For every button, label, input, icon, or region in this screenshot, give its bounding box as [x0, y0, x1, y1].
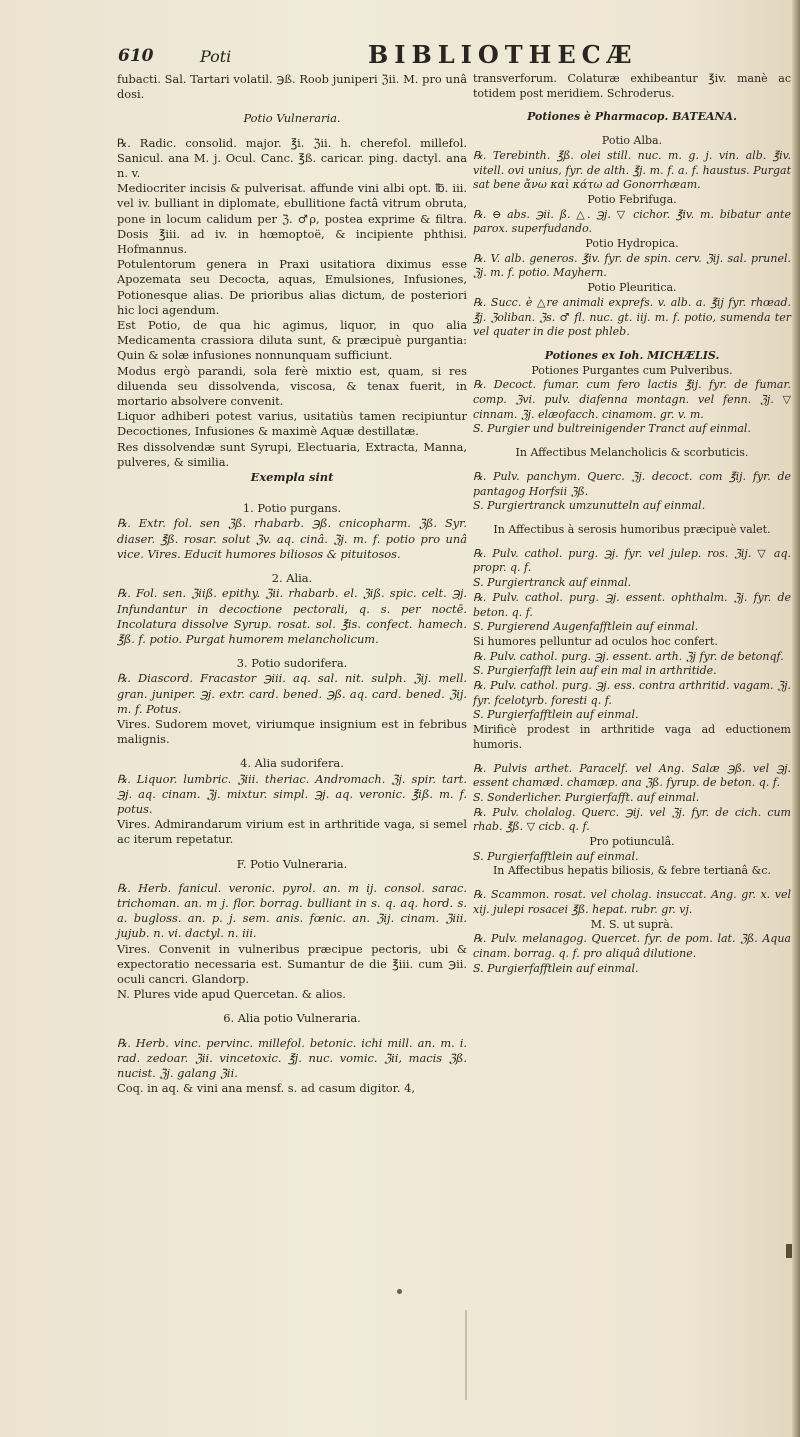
right-column-paragraph: ℞. Succ. è △re animali exprefs. v. alb. a. ℥ij fyr. rhœad. ℥j. ℨoliban. ℨs. ♂ fl. nuc. gt. iij. m. f. potio, sumenda ter vel quater in die post phleb.: [473, 295, 791, 339]
left-column: [117, 72, 467, 1096]
left-column-paragraph: Modus ergò parandi, sola ferè mixtio est, quam, si res diluenda seu dissolvenda, viscosa, & tenax fuerit, in mortario absolvere convenit.: [117, 363, 467, 409]
right-column-heading: Potio Pleuritica.: [587, 281, 677, 295]
left-column-paragraph: ℞. Liquor. lumbric. ℨiii. theriac. Andromach. ℨj. spir. tart. ℈j. aq. cinam. ℨj. mixtur. simpl. ℈j. aq. veronic. ℥iß. m. f. potus.: [117, 771, 467, 816]
paragraph-spacer: [117, 1002, 467, 1011]
left-column-paragraph: Est Potio, de qua hic agimus, liquor, in quo alia Medicamenta crassiora diluta sunt, & præcipuè purgantia: Quin & solæ infusiones nonnunquam sufficiunt.: [117, 318, 467, 363]
paragraph-spacer: [117, 872, 467, 881]
left-column-heading: F. Potio Vulneraria.: [236, 856, 348, 871]
right-column-paragraph: S. Purgiertranck umzunutteln auf einmal.: [473, 499, 706, 513]
left-column-paragraph: ℞. Radic. consolid. major. ℥i. ℨii. h. cherefol. millefol. Sanicul. ana M. j. Ocul. Canc. ℥ß. caricar. ping. dactyl. ana n. v.: [117, 135, 467, 181]
right-column: [473, 72, 791, 976]
paragraph-spacer: [473, 437, 791, 446]
right-column-paragraph: ℞. Pulv. cholalog. Querc. ℈ij. vel ℨj. fyr. de cich. cum rhab. ℥ß. ▽ cicb. q. f.: [473, 805, 791, 834]
right-column-heading: Potio Alba.: [601, 134, 663, 148]
left-column-paragraph: Vires. Convenit in vulneribus præcipue pectoris, ubi & expectoratio necessaria est. Sumantur de die ℥iii. cum ℈ii. oculi cancri. Glandorp.: [117, 941, 467, 986]
paragraph-spacer: [473, 101, 791, 110]
right-column-heading: Potio Hydropica.: [585, 237, 679, 251]
paragraph-spacer: [117, 485, 467, 501]
right-column-paragraph: ℞. V. alb. generos. ℥iv. fyr. de spin. cerv. ℨij. sal. prunel. ℨj. m. f. potio. Mayhern.: [473, 251, 791, 280]
right-column-paragraph: transverforum. Colaturæ exhibeantur ℥iv. manè ac totidem post meridiem. Schroderus.: [473, 72, 791, 100]
right-column-heading: In Affectibus à serosis humoribus præcipuè valet.: [493, 522, 771, 536]
page-header: [118, 42, 786, 70]
left-column-heading: 3. Potio sudorifera.: [236, 656, 348, 671]
right-column-paragraph: ℞. Pulv. panchym. Querc. ℨj. decoct. com ℥ij. fyr. de pantagog Horfsii ℨß.: [473, 469, 791, 498]
paragraph-spacer: [473, 461, 791, 470]
left-column-paragraph: ℞. Herb. fanicul. veronic. pyrol. an. m ij. consol. sarac. trichoman. an. m j. flor. borrag. bulliant in s. q. aq. hord. s. a. bugloss. an. p. j. sem. anis. fœnic. an. ℨij. cinam. ℨiii. jujub. n. vi. dactyl. n. iii.: [117, 880, 467, 941]
right-column-paragraph: S. Purgierfafft lein auf ein mal in arthritide.: [473, 664, 717, 678]
paragraph-spacer: [473, 125, 791, 134]
right-column-paragraph: S. Sonderlicher. Purgierfafft. auf einmal.: [473, 790, 700, 804]
right-column-paragraph: S. Purgierfafftlein auf einmal.: [473, 708, 639, 722]
binding-gutter: [792, 0, 800, 1437]
left-column-heading: 1. Potio purgans.: [242, 501, 342, 516]
ink-blot: [397, 1289, 402, 1294]
right-column-paragraph: ℞. Scammon. rosat. vel cholag. insuccat. Ang. gr. x. vel xij. julepi rosacei ℥ß. hepat. rubr. gr. vj.: [473, 888, 791, 916]
left-column-paragraph: Liquor adhiberi potest varius, usitatiùs tamen recipiuntur Decoctiones, Infusiones & maximè Aquæ destillatæ.: [117, 409, 467, 439]
right-column-paragraph: S. Purgierfafftlein auf einmal.: [473, 961, 639, 975]
left-column-paragraph: Vires. Admirandarum virium est in arthritide vaga, si semel ac iterum repetatur.: [117, 817, 467, 847]
right-column-heading: Potiones Purgantes cum Pulveribus.: [531, 363, 733, 377]
right-column-heading: In Affectibus Melancholicis & scorbuticis.: [515, 446, 749, 460]
right-column-paragraph: ℞. Pulv. cathol. purg. ℈j. essent. ophthalm. ℨj. fyr. de beton. q. f.: [473, 590, 791, 619]
right-column-paragraph: Si humores pelluntur ad oculos hoc confert.: [473, 634, 718, 648]
right-column-heading: Potiones ex Ioh. MICHÆLIS.: [544, 348, 720, 362]
left-column-paragraph: ℞. Fol. sen. ℨiiß. epithy. ℨii. rhabarb. el. ℨiß. spic. celt. ℈j. Infundantur in decoctione pectorali, q. s. per noctē. Incolatura dissolve Syrup. rosat. sol. ℥is. confect. hamech. ℥ß. f. potio. Purgat humorem melancholicum.: [117, 586, 467, 646]
paragraph-spacer: [473, 879, 791, 888]
right-column-heading: Potiones è Pharmacop. BATEANA.: [527, 110, 737, 124]
page-number: 610: [118, 46, 154, 66]
right-column-paragraph: ℞. Pulv. cathol. purg. ℈j. fyr. vel julep. ros. ℨij. ▽ aq. propr. q. f.: [473, 546, 791, 575]
left-column-paragraph: ℞. Herb. vinc. pervinc. millefol. betonic. ichi mill. an. m. i. rad. zedoar. ℨii. vincetoxic. ℥j. nuc. vomic. ℨii, macis ℨß. nucist. ℨj. galang ℨii.: [117, 1035, 467, 1080]
left-column-paragraph: fubacti. Sal. Tartari volatil. ℈ß. Roob juniperi ℨii. M. pro unâ dosi.: [117, 72, 467, 102]
fold-line: [465, 1310, 467, 1400]
left-column-heading: 6. Alia potio Vulneraria.: [223, 1011, 361, 1026]
right-column-paragraph: ℞. Pulvis arthet. Paracelf. vel Ang. Salæ ℈ß. vel ℈j. essent chamæd. chamæp. ana ℨß. fyrup. de beton. q. f.: [473, 761, 791, 790]
paragraph-spacer: [473, 538, 791, 547]
right-column-paragraph: ℞. Pulv. cathol. purg. ℈j. ess. contra arthritid. vagam. ℨj. fyr. fcelotyrb. foresti q. f.: [473, 679, 791, 707]
right-column-paragraph: ℞. Decoct. fumar. cum fero lactis ℥ij. fyr. de fumar. comp. ℨvi. pulv. diafenna montagn. vel fenn. ℨj. ▽ cinnam. ℨj. elæofacch. cinamom. gr. v. m.: [473, 378, 791, 421]
paragraph-spacer: [117, 127, 467, 136]
right-column-paragraph: ℞. Pulv. cathol. purg. ℈j. essent. arth. ℨj fyr. de betonqf.: [473, 649, 784, 663]
left-column-paragraph: Res dissolvendæ sunt Syrupi, Electuaria, Extracta, Manna, pulveres, & similia.: [117, 439, 467, 469]
left-column-heading: Potio Vulneraria.: [243, 111, 341, 126]
right-column-paragraph: ℞. ⊖ abs. ℈ii. ß. △. ℈j. ▽ cichor. ℥iv. m. bibatur ante parox. superfudando.: [473, 207, 791, 236]
right-column-paragraph: ℞. Terebinth. ℥ß. olei still. nuc. m. g. j. vin. alb. ℥iv. vitell. ovi unius, fyr. de alth. ℥j. m. f. a. f. haustus. Purgat sat bene ἄνω καὶ κάτω ad Gonorrhæam.: [473, 148, 791, 192]
page-title: BIBLIOTHECÆ: [368, 40, 638, 69]
right-column-paragraph: S. Purgierfafftlein auf einmal.: [473, 849, 639, 863]
left-column-heading: 4. Alia sudorifera.: [240, 756, 344, 771]
paragraph-spacer: [473, 753, 791, 762]
paragraph-spacer: [473, 514, 791, 523]
running-head: Poti: [200, 47, 232, 66]
left-column-paragraph: Coq. in aq. & vini ana mensf. s. ad casum digitor. 4,: [117, 1081, 415, 1096]
paragraph-spacer: [117, 848, 467, 857]
right-column-heading: In Affectibus hepatis biliosis, & febre tertianâ &c.: [492, 864, 772, 878]
left-column-paragraph: Mediocriter incisis & pulverisat. affunde vini albi opt. ℔. iii. vel iv. bulliant in diplomate, ebullitione factâ vitrum obruta, pone in locum calidum per ℨ. ♂ρ, postea exprime & filtra. Dosis ℥iii. ad iv. in hœmoptoë, & incipiente phthisi. Hofmannus.: [117, 181, 467, 257]
right-column-paragraph: S. Purgier und bultreinigender Tranct auf einmal.: [473, 422, 751, 436]
paragraph-spacer: [117, 1027, 467, 1036]
left-column-paragraph: Potulentorum genera in Praxi usitatiora diximus esse Apozemata seu Decocta, aquas, Emulsiones, Infusiones, Potionesque alias. De prioribus alias dictum, de posteriori hic loci agendum.: [117, 257, 467, 317]
right-column-heading: M. S. ut suprà.: [590, 917, 674, 931]
left-column-paragraph: ℞. Diascord. Fracastor ℈iii. aq. sal. nit. sulph. ℨij. mell. gran. juniper. ℈j. extr. card. bened. ℈ß. aq. card. bened. ℨij. m. f. Potus.: [117, 671, 467, 716]
right-column-paragraph: S. Purgiertranck auf einmal.: [473, 576, 632, 590]
right-column-paragraph: S. Purgierend Augenfafftlein auf einmal.: [473, 620, 699, 634]
left-column-paragraph: N. Plures vide apud Quercetan. & alios.: [117, 987, 346, 1002]
left-column-paragraph: Vires. Sudorem movet, viriumque insignium est in febribus malignis.: [117, 716, 467, 747]
paragraph-spacer: [117, 647, 467, 656]
paragraph-spacer: [473, 340, 791, 349]
paragraph-spacer: [117, 562, 467, 571]
right-column-heading: Pro potiunculâ.: [589, 835, 675, 849]
left-column-paragraph: ℞. Extr. fol. sen ℨß. rhabarb. ℈ß. cnicopharm. ℨß. Syr. diaser. ℥ß. rosar. solut ℨv. aq. cinâ. ℨj. m. f. potio pro unâ vice. Vires. Educit humores biliosos & pituitosos.: [117, 516, 467, 561]
paragraph-spacer: [117, 102, 467, 111]
left-column-heading: Exempla sint: [250, 470, 334, 485]
paragraph-spacer: [117, 747, 467, 756]
right-column-paragraph: Mirificè prodest in arthritide vaga ad eductionem humoris.: [473, 723, 791, 751]
right-column-paragraph: ℞. Pulv. melanagog. Quercet. fyr. de pom. lat. ℨß. Aqua cinam. borrag. q. f. pro aliquâ dilutione.: [473, 932, 791, 960]
right-column-heading: Potio Febrifuga.: [587, 192, 677, 206]
left-column-heading: 2. Alia.: [271, 571, 313, 586]
